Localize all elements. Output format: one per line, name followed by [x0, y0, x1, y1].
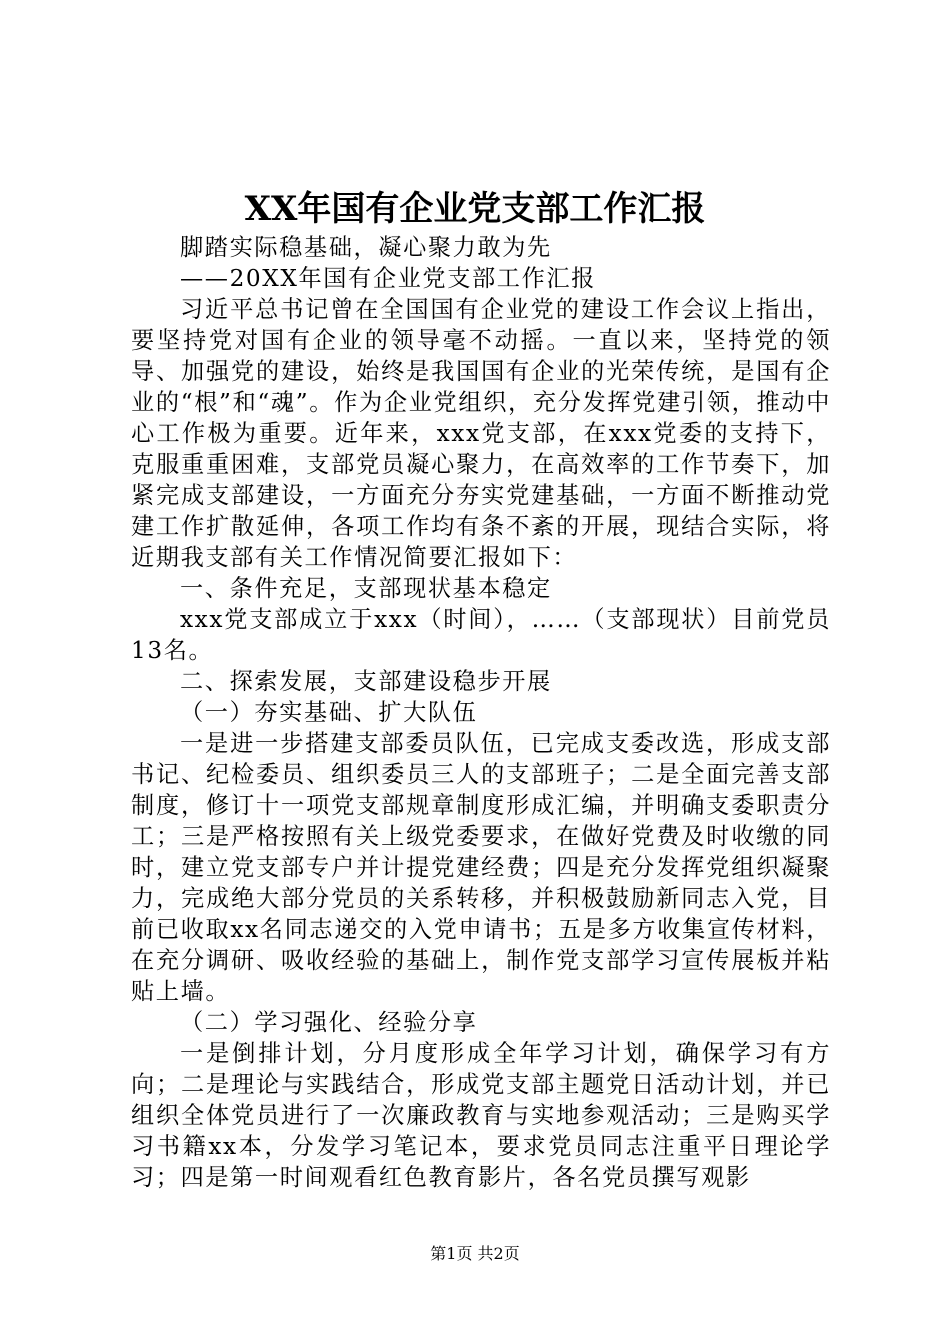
document-body	[131, 232, 831, 1193]
section-heading-2: 二、探索发展，支部建设稳步开展	[180, 668, 552, 695]
document-title: XX年国有企业党支部工作汇报	[244, 189, 706, 229]
paragraph-status: xxx党支部成立于xxx（时间），……（支部现状）目前党员13名。	[131, 606, 831, 664]
subsection-heading-1: （一）夯实基础、扩大队伍	[180, 699, 478, 726]
subsection-heading-2: （二）学习强化、经验分享	[180, 1009, 478, 1036]
paragraph-intro: 习近平总书记曾在全国国有企业党的建设工作会议上指出，要坚持党对国有企业的领导毫不动摇。一直以来，坚持党的领导、加强党的建设，始终是我国国有企业的光荣传统，是国有企业的“根”和“魂”。作为企业党组织，充分发挥党建引领，推动中心工作极为重要。近年来，xxx党支部，在xxx党委的支持下，克服重重困难，支部党员凝心聚力，在高效率的工作节奏下，加紧完成支部建设，一方面充分夯实党建基础，一方面不断推动党建工作扩散延伸，各项工作均有条不紊的开展，现结合实际，将近期我支部有关工作情况简要汇报如下：	[131, 296, 831, 571]
section-heading-1: 一、条件充足，支部现状基本稳定	[180, 575, 552, 602]
subtitle-secondary: ——20XX年国有企业党支部工作汇报	[180, 265, 596, 292]
paragraph-foundation: 一是进一步搭建支部委员队伍，已完成支委改选，形成支部书记、纪检委员、组织委员三人的支部班子；二是全面完善支部制度，修订十一项党支部规章制度形成汇编，并明确支委职责分工；三是严格按照有关上级党委要求，在做好党费及时收缴的同时，建立党支部专户并计提党建经费；四是充分发挥党组织凝聚力，完成绝大部分党员的关系转移，并积极鼓励新同志入党，目前已收取xx名同志递交的入党申请书；五是多方收集宣传材料，在充分调研、吸收经验的基础上，制作党支部学习宣传展板并粘贴上墙。	[131, 730, 831, 1005]
paragraph-learning: 一是倒排计划，分月度形成全年学习计划，确保学习有方向；二是理论与实践结合，形成党支部主题党日活动计划，并已组织全体党员进行了一次廉政教育与实地参观活动；三是购买学习书籍xx本，分发学习笔记本，要求党员同志注重平日理论学习；四是第一时间观看红色教育影片，各名党员撰写观影	[131, 1040, 831, 1191]
subtitle: 脚踏实际稳基础，凝心聚力敢为先	[180, 234, 552, 261]
page-number-footer: 第1页 共2页	[430, 1244, 520, 1263]
